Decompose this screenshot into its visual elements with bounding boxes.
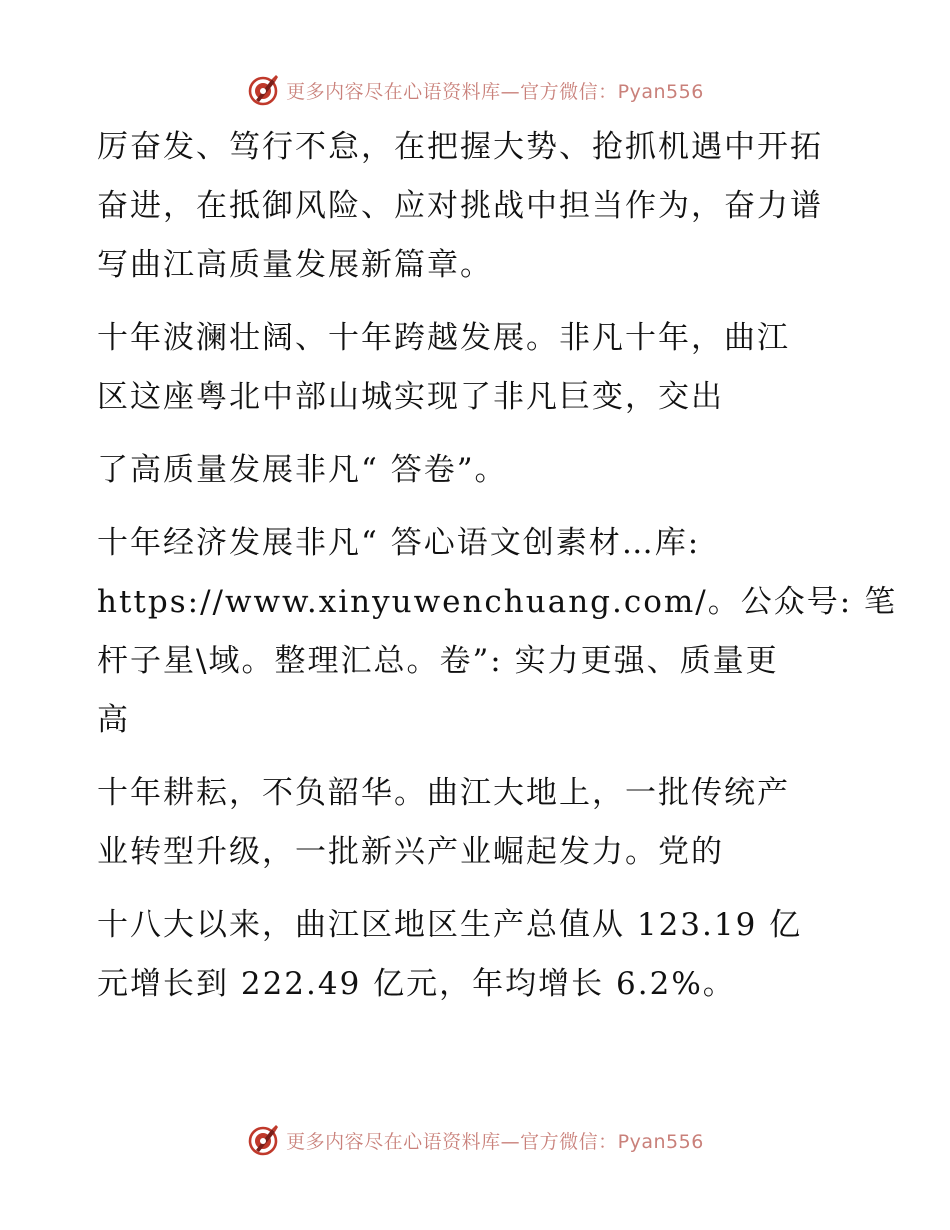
- text-line: 杆子星\域。整理汇总。卷”: 实力更强、质量更: [97, 643, 779, 679]
- text-line: 区这座粤北中部山城实现了非凡巨变，交出: [97, 379, 724, 415]
- pen-logo-icon: [246, 1123, 280, 1157]
- header-banner: [0, 70, 950, 110]
- text-line: 写曲江高质量发展新篇章。: [97, 247, 493, 283]
- text-line: 奋进，在抵御风险、应对挑战中担当作为，奋力谱: [97, 188, 823, 224]
- header-banner-text: 更多内容尽在心语资料库—官方微信：Pyan556: [286, 80, 704, 103]
- footer-banner-text: 更多内容尽在心语资料库—官方微信：Pyan556: [286, 1130, 704, 1153]
- text-line: 十八大以来，曲江区地区生产总值从 123.19 亿: [97, 907, 803, 943]
- paragraph-6: [97, 896, 857, 1014]
- text-line: 十年波澜壮阔、十年跨越发展。非凡十年，曲江: [97, 320, 790, 356]
- paragraph-1: [97, 118, 857, 295]
- pen-logo-icon: [246, 73, 280, 107]
- text-line: 厉奋发、笃行不怠，在把握大势、抢抓机遇中开拓: [97, 129, 823, 165]
- paragraph-4: [97, 514, 898, 750]
- header-banner-inner: [246, 73, 704, 107]
- text-line: 元增长到 222.49 亿元，年均增长 6.2%。: [97, 966, 736, 1002]
- text-line: 业转型升级，一批新兴产业崛起发力。党的: [97, 834, 724, 870]
- footer-banner: [0, 1120, 950, 1160]
- text-line: 了高质量发展非凡“ 答卷”。: [97, 452, 508, 488]
- text-line: https://www.xinyuwenchuang.com/。公众号: 笔: [97, 584, 898, 620]
- document-body: [97, 118, 898, 1014]
- paragraph-5: [97, 764, 857, 882]
- paragraph-2: [97, 309, 857, 427]
- paragraph-3: [97, 441, 857, 500]
- text-line: 十年经济发展非凡“ 答心语文创素材…库:: [97, 525, 701, 561]
- text-line: 十年耕耘，不负韶华。曲江大地上，一批传统产: [97, 775, 790, 811]
- text-line: 高: [97, 702, 130, 738]
- footer-banner-inner: [246, 1123, 704, 1157]
